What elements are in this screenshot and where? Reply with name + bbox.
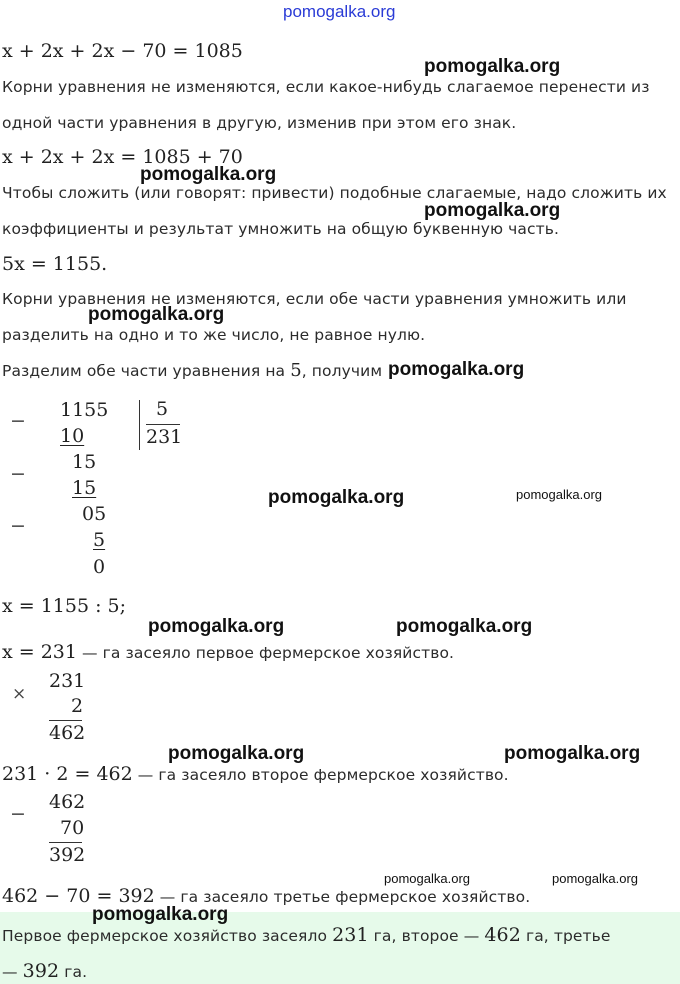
watermark: pomogalka.org <box>388 359 525 380</box>
result1-equation: x = 231 <box>2 641 77 663</box>
division-minus-sign: − <box>10 410 26 432</box>
answer-value-third: 392 <box>22 960 60 982</box>
answer-text: га. <box>59 963 88 981</box>
watermark-small: pomogalka.org <box>384 871 470 886</box>
rule2-line1: Чтобы сложить (или говорят: привести) подобные слагаемые, надо сложить их <box>2 184 667 202</box>
rule3-line1: Корни уравнения не изменяются, если обе части уравнения умножить или <box>2 290 627 308</box>
watermark: pomogalka.org <box>504 743 641 764</box>
division-dividend: 1155 <box>60 399 109 421</box>
division-step: 5 <box>93 529 106 551</box>
multiplication-result: 462 <box>49 722 86 744</box>
rule1-line1: Корни уравнения не изменяются, если какое-нибудь слагаемое перенести из <box>2 78 650 96</box>
subtraction-subtrahend: 70 <box>60 817 85 839</box>
division-divisor: 5 <box>156 398 169 420</box>
equation-step2: x + 2x + 2x = 1085 + 70 <box>2 146 243 168</box>
watermark: pomogalka.org <box>396 616 533 637</box>
subtraction-result: 392 <box>49 844 86 866</box>
result1-line <box>2 641 454 663</box>
watermark: pomogalka.org <box>268 487 405 508</box>
multiplication-factor-a: 231 <box>49 670 86 692</box>
watermark: pomogalka.org <box>424 200 561 221</box>
result1-text: — га засеяло первое фермерское хозяйство. <box>76 644 455 662</box>
division-step: 0 <box>93 556 106 578</box>
equation-step4: x = 1155 : 5; <box>2 595 127 617</box>
divide-intro-text: Разделим обе части уравнения на <box>2 362 291 380</box>
watermark: pomogalka.org <box>88 304 225 325</box>
watermark: pomogalka.org <box>92 904 229 925</box>
division-vertical-bar <box>139 400 140 450</box>
division-step: 05 <box>82 503 107 525</box>
result2-text: — га засеяло второе фермерское хозяйство. <box>132 766 509 784</box>
divide-intro-tail: , получим <box>301 362 383 380</box>
multiplication-factor-b: 2 <box>71 695 84 717</box>
watermark-top: pomogalka.org <box>283 2 396 21</box>
subtraction-bar <box>49 842 82 843</box>
answer-line1 <box>2 924 611 946</box>
watermark-small: pomogalka.org <box>516 487 602 502</box>
result3-line <box>2 885 530 907</box>
watermark: pomogalka.org <box>168 743 305 764</box>
rule2-line2: коэффициенты и результат умножить на общую буквенную часть. <box>2 220 560 238</box>
answer-value-first: 231 <box>332 924 369 946</box>
answer-text: га, третье <box>520 927 611 945</box>
result2-equation: 231 · 2 = 462 <box>2 763 133 785</box>
answer-text: Первое фермерское хозяйство засеяло <box>2 927 333 945</box>
division-minus-sign: − <box>10 515 26 537</box>
answer-line2 <box>2 960 87 982</box>
watermark-small: pomogalka.org <box>552 871 638 886</box>
subtraction-sign: − <box>10 803 26 825</box>
division-minus-sign: − <box>10 463 26 485</box>
result3-text: — га засеяло третье фермерское хозяйство. <box>154 888 531 906</box>
result2-line <box>2 763 509 785</box>
watermark: pomogalka.org <box>424 56 561 77</box>
division-step: 15 <box>72 451 97 473</box>
answer-text: га, второе — <box>368 927 485 945</box>
result3-equation: 462 − 70 = 392 <box>2 885 155 907</box>
division-quotient: 231 <box>146 426 183 448</box>
division-step: 10 <box>60 425 85 447</box>
equation-step1: x + 2x + 2x − 70 = 1085 <box>2 40 243 62</box>
answer-text: — <box>2 963 23 981</box>
multiplication-bar <box>49 720 82 721</box>
answer-value-second: 462 <box>484 924 521 946</box>
rule1-line2: одной части уравнения в другую, изменив при этом его знак. <box>2 114 517 132</box>
divide-intro <box>2 360 382 381</box>
multiplication-sign: × <box>12 684 27 704</box>
divide-intro-number: 5 <box>290 360 302 381</box>
subtraction-minuend: 462 <box>49 791 86 813</box>
rule3-line2: разделить на одно и то же число, не равное нулю. <box>2 326 426 344</box>
division-horizontal-bar <box>146 424 180 425</box>
watermark: pomogalka.org <box>148 616 285 637</box>
equation-step3: 5x = 1155. <box>2 253 108 275</box>
division-step: 15 <box>72 477 97 499</box>
watermark: pomogalka.org <box>140 164 277 185</box>
